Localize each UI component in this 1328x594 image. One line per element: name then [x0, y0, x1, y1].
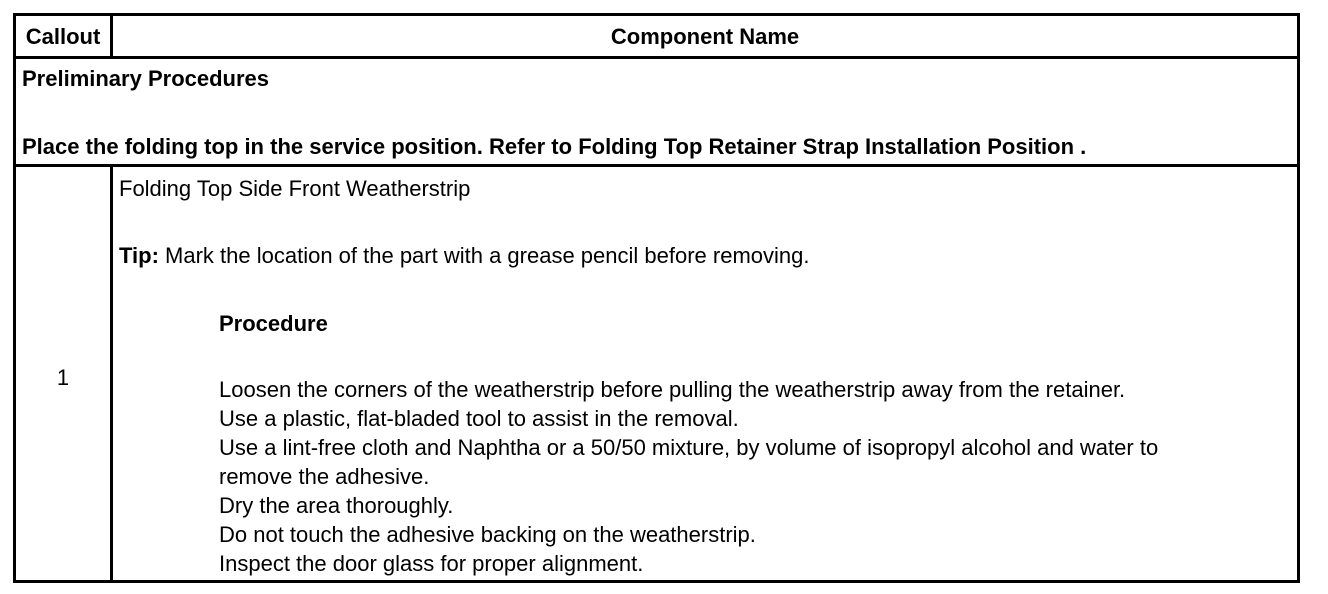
- procedure-title: Procedure: [219, 311, 328, 336]
- tip-label: Tip:: [119, 243, 159, 268]
- procedure-step: Use a plastic, flat-bladed tool to assist in the removal.: [219, 406, 739, 431]
- header-divider: [16, 56, 1297, 59]
- tip-text: Mark the location of the part with a grease pencil before removing.: [158, 243, 810, 268]
- header-component-name: Component Name: [610, 24, 800, 49]
- procedure-step: Dry the area thoroughly.: [219, 493, 454, 518]
- procedure-step: Inspect the door glass for proper alignment.: [219, 551, 644, 576]
- procedure-step: Use a lint-free cloth and Naphtha or a 50/50 mixture, by volume of isopropyl alcohol and water to: [219, 435, 1159, 460]
- procedure-step: remove the adhesive.: [219, 464, 430, 489]
- component-table: [13, 13, 1300, 583]
- preliminary-text: Place the folding top in the service position. Refer to Folding Top Retainer Strap Installation Position .: [22, 134, 1087, 159]
- tip-line: [119, 241, 810, 270]
- row-callout-number: 1: [56, 365, 70, 390]
- preliminary-divider: [16, 164, 1297, 167]
- header-callout: Callout: [25, 24, 101, 49]
- component-name: Folding Top Side Front Weatherstrip: [119, 176, 471, 201]
- preliminary-title: Preliminary Procedures: [22, 66, 270, 91]
- row-column-divider: [110, 167, 113, 580]
- procedure-step: Loosen the corners of the weatherstrip before pulling the weatherstrip away from the retainer.: [219, 377, 1126, 402]
- procedure-step: Do not touch the adhesive backing on the weatherstrip.: [219, 522, 756, 547]
